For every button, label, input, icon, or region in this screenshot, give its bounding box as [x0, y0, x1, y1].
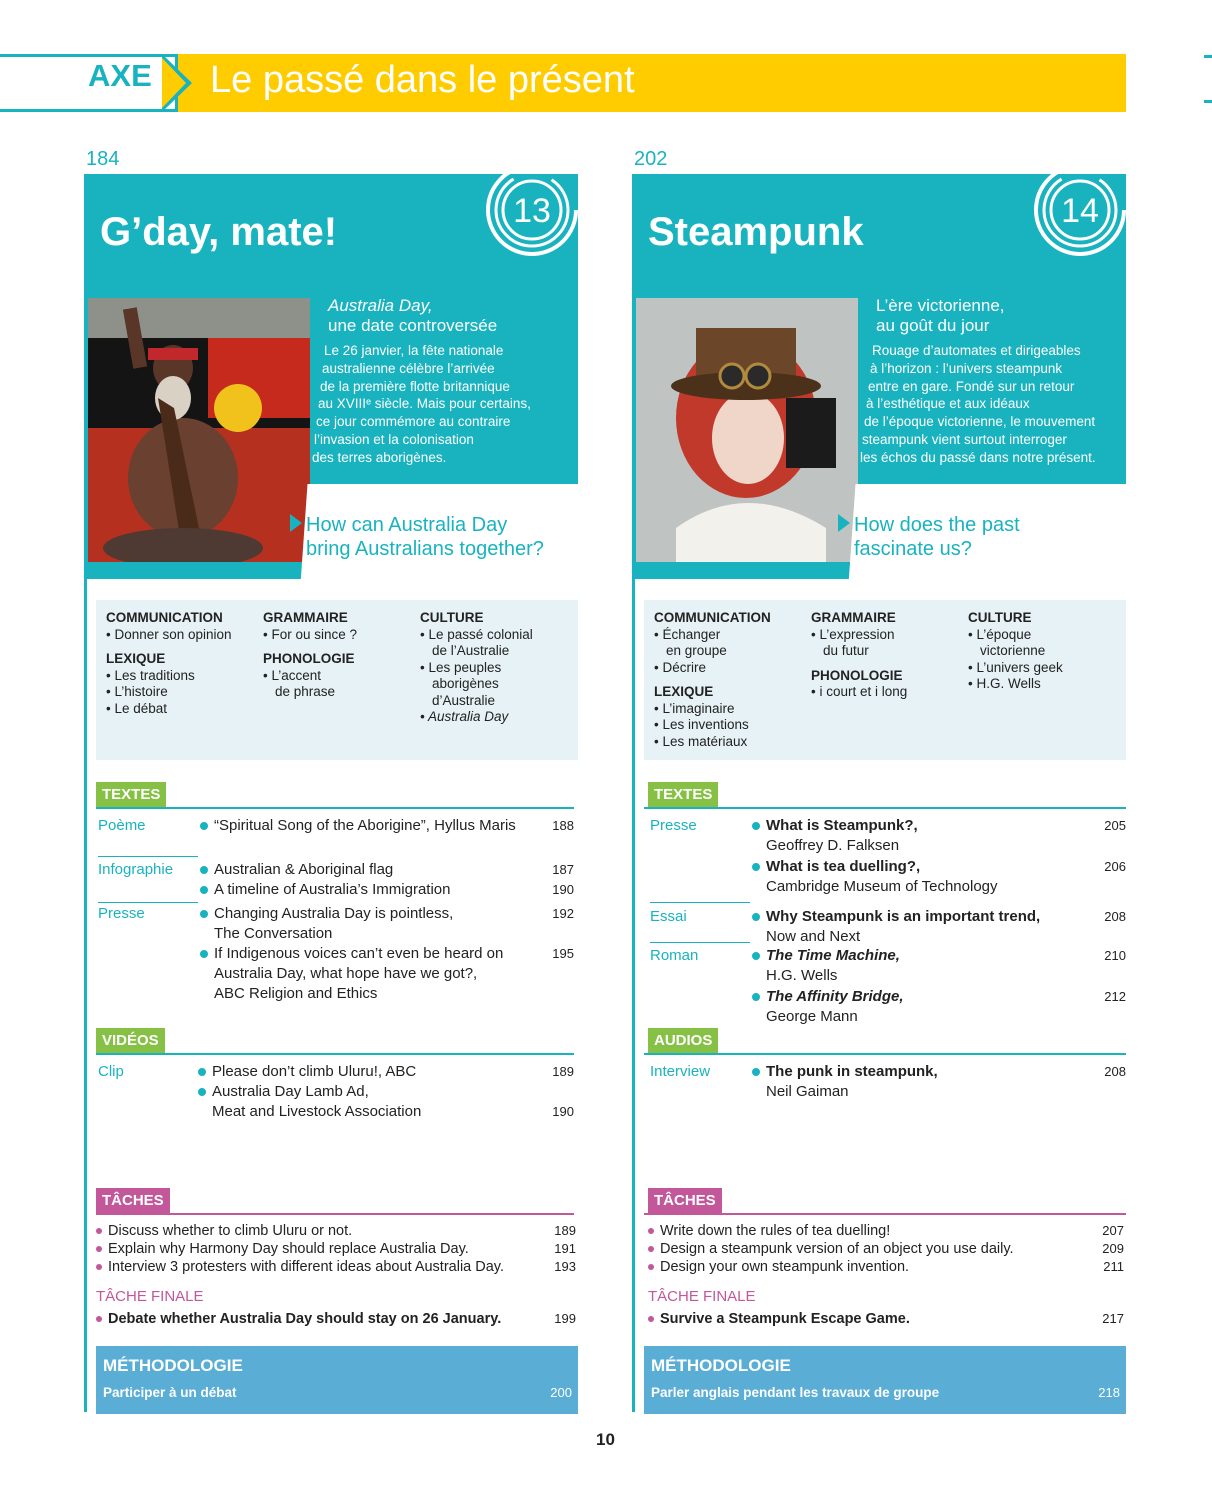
competences-box: [96, 600, 578, 760]
axe-title: Le passé dans le présent: [210, 59, 635, 101]
unit-title: G’day, mate!: [100, 210, 338, 254]
methodologie-box[interactable]: MÉTHODOLOGIE Participer à un débat 200: [96, 1346, 578, 1414]
section-tag-taches: TÂCHES: [96, 1188, 170, 1214]
competence-col-3: CULTURE • Le passé colonial de l’Australie • Les peuples aborigènes d’Australie • Australia Day: [420, 610, 533, 724]
section-tag-textes: TEXTES: [96, 782, 166, 808]
intro-heading: L’ère victorienne, au goût du jour: [876, 296, 1005, 335]
section-tag-textes: TEXTES: [648, 782, 718, 808]
intro-text: Rouage d’automates et dirigeables à l’horizon : l’univers steampunk entre en gare. Fondé sur un retour à l’esthétique et aux idéaux de l’époque victorienne, le mouvement steampunk vient surtout interroger les échos du passé dans notre présent.: [860, 343, 1096, 465]
section-tag-videos: VIDÉOS: [96, 1028, 165, 1054]
unit-14: 202 Steampunk 14 L’ère victorienne, au goût du jour Rouage d’automates et dirigeables à l’horizon : l’univers steampunk entre en gare. Fondé sur un retour à l’esthétique et aux idéaux de l’époque victorienne, le mouvement steampunk vient surtout interroger les échos du passé dans notre présent. How does the past fascinate us? COMMUNICATION • Échanger en groupe • Décrire LEXIQUE • L’imaginaire • Les inventions • Les matériaux GRAMMAIRE • L’expression du futur PHONOLOGIE • i court et i long CULTURE • L’époque victorienne • L’univers geek • H.G. Wells TEXTES Presse What is Steampunk?, Geoffrey D. Falksen 205 What is tea duelling?, Cambridge Museum of Technology 206 Essai Why Steampunk is an important trend, Now and Next 208 Roman The Time Machine, H.G. Wells 210 The Affinity Bridge, George Mann 212 AUDIOS Interview The punk in steampunk, Neil Gaiman 208 TÂCHES Write down the rules of tea duelling! 207 Design a steampunk version of an object you use daily. 209 Design your own steampunk invention. 211 TÂCHE FINALE Survive a Steampunk Escape Game. 217 MÉTHODOLOGIE Parler anglais pendant les travaux de groupe 218: [632, 148, 1126, 1418]
tache-finale-heading: TÂCHE FINALE: [96, 1288, 204, 1305]
competence-col-2: GRAMMAIRE • For ou since ? PHONOLOGIE • L’accent de phrase: [263, 610, 358, 699]
tache-finale-heading: TÂCHE FINALE: [648, 1288, 756, 1305]
problematique: How can Australia Day bring Australians together?: [306, 514, 544, 560]
competences-box: [644, 600, 1126, 760]
unit-title: Steampunk: [648, 210, 864, 254]
steampunk-photo: [636, 298, 862, 562]
play-arrow-icon: [838, 514, 850, 532]
axe-header: [0, 54, 1126, 112]
page-number: 10: [596, 1430, 615, 1449]
competence-col-1: COMMUNICATION • Donner son opinion LEXIQUE • Les traditions • L’histoire • Le débat: [106, 610, 232, 716]
unit-13: 184 G’day, mate! 13 Australia Day, une date controversée Le 26 janvier, la fête nationale australienne célèbre l’arrivée de la première flotte britannique au XVIIIᵉ siècle. Mais pour certains, ce jour commémore au contraire l’invasion et la colonisation des terres aborigènes. How can Australia Day bring Australians together? COMMUNICATION • Donner son opinion LEXIQUE • Les traditions • L’histoire • Le débat GRAMMAIRE • For ou since ? PHONOLOGIE • L’accent de phrase CULTURE • Le passé colonial de l’Australie • Les peuples aborigènes d’Australie • Australia Day TEXTES Poème “Spiritual Song of the Aborigine”, Hyllus Maris 188 Infographie Australian & Aboriginal flag 187 A timeline of Australia’s Immigration 190 Presse Changing Australia Day is pointless, The Conversation 192 If Indigenous voices can’t even be heard on Australia Day, what hope have we got?, ABC Religion and Ethics 195 VIDÉOS Clip Please don’t climb Uluru!, ABC 189 Australia Day Lamb Ad, Meat and Livestock Association 190 TÂCHES Discuss whether to climb Uluru or not. 189 Explain why Harmony Day should replace Australia Day. 191 Interview 3 protesters with different ideas about Australia Day. 193 TÂCHE FINALE Debate whether Australia Day should stay on 26 January. 199 MÉTHODOLOGIE Participer à un débat 200: [84, 148, 578, 1418]
unit-number: 13: [513, 192, 551, 230]
edge-mark: [1204, 100, 1212, 103]
play-arrow-icon: [290, 514, 302, 532]
unit-number-badge: [1032, 162, 1128, 258]
axe-label: AXE: [88, 58, 152, 93]
section-tag-taches: TÂCHES: [648, 1188, 722, 1214]
section-tag-audios: AUDIOS: [648, 1028, 718, 1054]
competence-col-3: CULTURE • L’époque victorienne • L’univers geek • H.G. Wells: [968, 610, 1063, 691]
didgeridoo-photo: [88, 298, 314, 562]
edge-mark: [1204, 55, 1212, 58]
intro-text: Le 26 janvier, la fête nationale australienne célèbre l’arrivée de la première flotte britannique au XVIIIᵉ siècle. Mais pour certains, ce jour commémore au contraire l’invasion et la colonisation des terres aborigènes.: [312, 343, 531, 465]
methodologie-box[interactable]: MÉTHODOLOGIE Parler anglais pendant les travaux de groupe 218: [644, 1346, 1126, 1414]
unit-page-number: 184: [86, 148, 120, 170]
intro-heading: Australia Day, une date controversée: [328, 296, 498, 335]
unit-number: 14: [1061, 192, 1099, 230]
competence-col-1: COMMUNICATION • Échanger en groupe • Décrire LEXIQUE • L’imaginaire • Les inventions • Les matériaux: [654, 610, 771, 749]
competence-col-2: GRAMMAIRE • L’expression du futur PHONOLOGIE • i court et i long: [811, 610, 908, 699]
unit-number-badge: [484, 162, 580, 258]
unit-page-number: 202: [634, 148, 668, 170]
problematique: How does the past fascinate us?: [854, 514, 1020, 560]
